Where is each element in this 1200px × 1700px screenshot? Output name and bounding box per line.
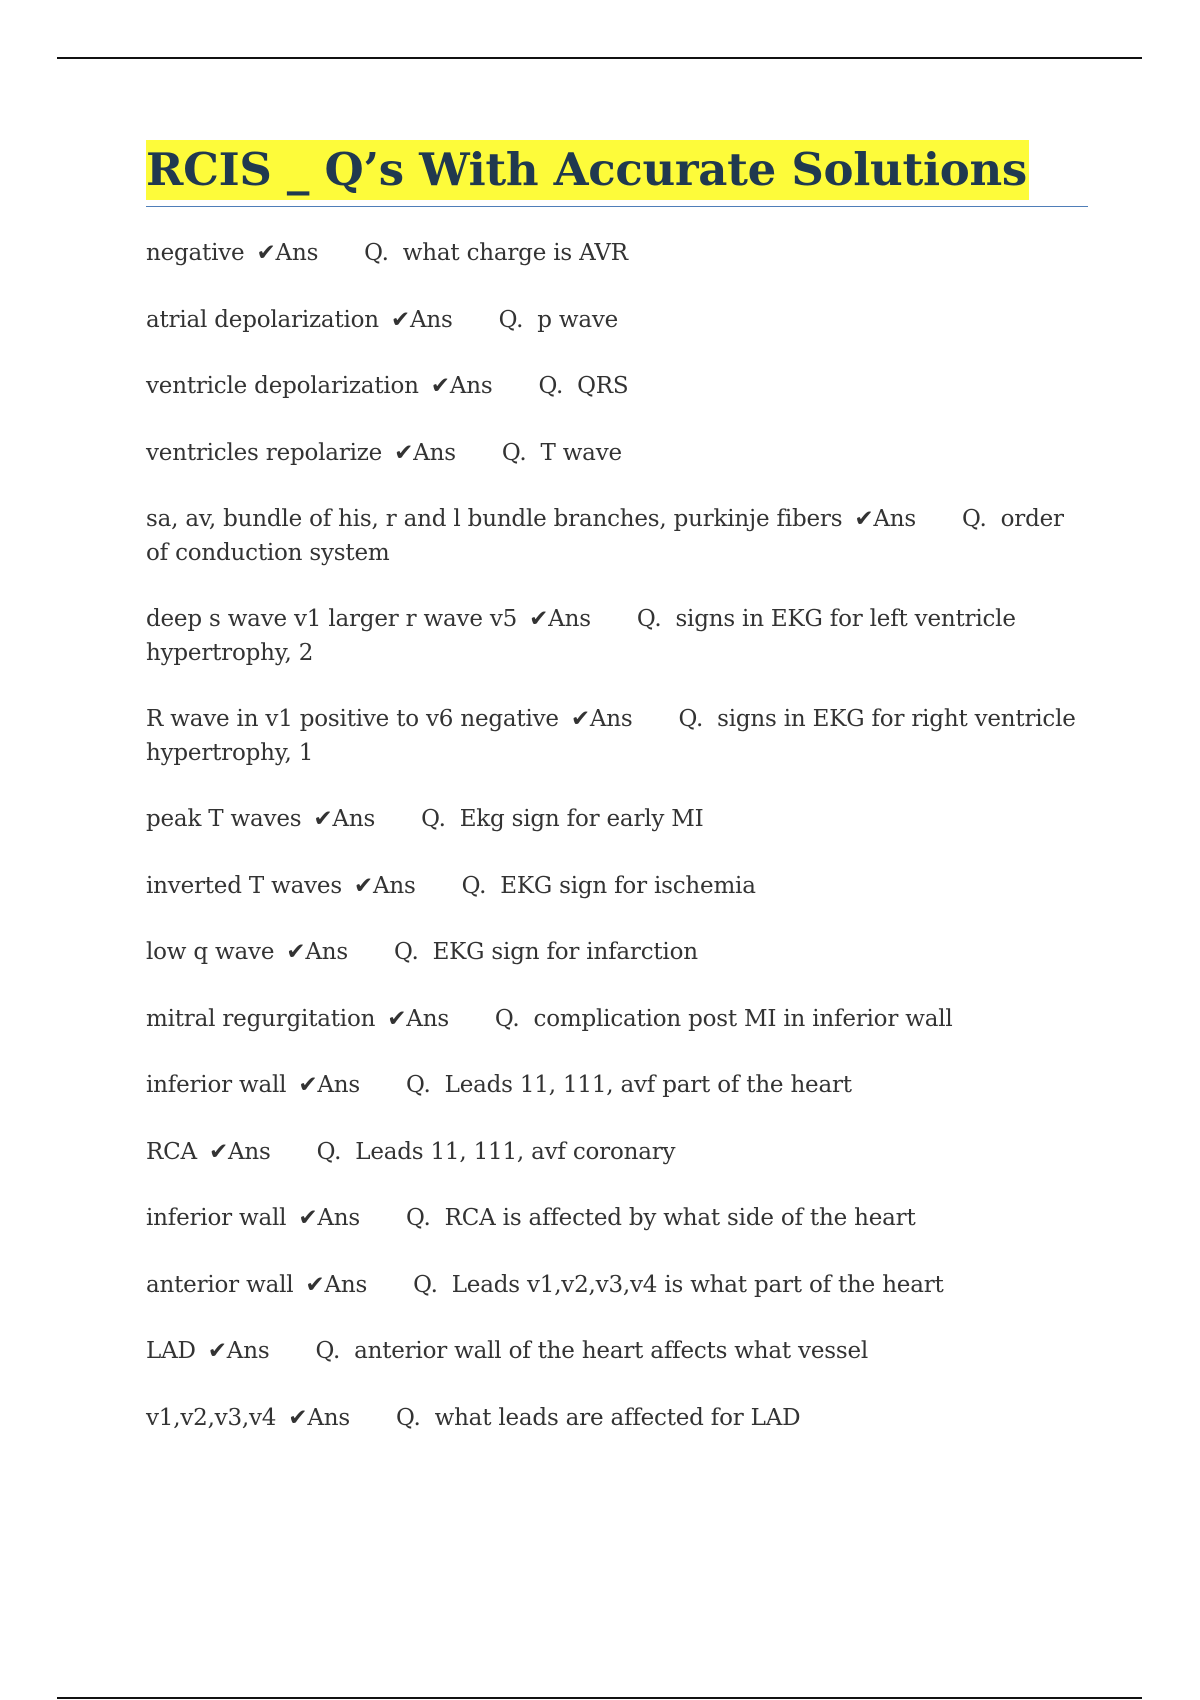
checkmark-ans-label: ✔Ans xyxy=(353,872,416,899)
answer-text: low q wave xyxy=(146,939,275,965)
question-label: Q. xyxy=(421,806,446,832)
question-label: Q. xyxy=(393,939,419,965)
qa-item xyxy=(146,703,1088,770)
checkmark-ans-label: ✔Ans xyxy=(394,439,456,466)
document-body xyxy=(146,140,1088,1468)
question-label: Q. xyxy=(538,373,564,399)
checkmark-ans-label: ✔Ans xyxy=(529,606,591,632)
checkmark-ans-label: ✔Ans xyxy=(390,306,453,333)
question-text: EKG sign for infarction xyxy=(432,939,698,965)
question-text: QRS xyxy=(577,373,629,399)
title-block xyxy=(146,140,1088,207)
answer-text: inferior wall xyxy=(146,1072,287,1098)
question-label: Q. xyxy=(316,1138,342,1165)
question-label: Q. xyxy=(962,506,987,532)
qa-item xyxy=(146,603,1088,670)
answer-text: v1,v2,v3,v4 xyxy=(146,1404,277,1431)
question-label: Q. xyxy=(413,1271,438,1298)
qa-item xyxy=(146,237,1088,271)
question-text: signs in EKG for left ventricle hypertrophy, 2 xyxy=(146,606,1016,666)
question-text: Ekg sign for early MI xyxy=(459,806,704,832)
top-page-rule xyxy=(57,57,1142,59)
question-text: Leads 11, 111, avf part of the heart xyxy=(444,1072,852,1098)
question-label: Q. xyxy=(461,872,487,899)
checkmark-ans-label: ✔Ans xyxy=(298,1205,361,1231)
checkmark-ans-label: ✔Ans xyxy=(387,1005,449,1032)
checkmark-ans-label: ✔Ans xyxy=(256,240,319,266)
qa-item xyxy=(146,1003,1088,1037)
checkmark-ans-label: ✔Ans xyxy=(570,706,633,732)
answer-text: inverted T waves xyxy=(146,872,342,899)
question-text: what leads are affected for LAD xyxy=(434,1404,801,1431)
answer-text: sa, av, bundle of his, r and l bundle branches, purkinje fibers xyxy=(146,506,843,532)
question-label: Q. xyxy=(406,1072,431,1098)
answer-text: anterior wall xyxy=(146,1271,294,1298)
question-text: signs in EKG for right ventricle hypertrophy, 1 xyxy=(146,706,1076,766)
question-text: order of conduction system xyxy=(146,506,1064,566)
question-text: Leads v1,v2,v3,v4 is what part of the heart xyxy=(451,1271,944,1298)
checkmark-ans-label: ✔Ans xyxy=(207,1338,270,1364)
question-text: RCA is affected by what side of the heart xyxy=(444,1205,916,1231)
answer-text: peak T waves xyxy=(146,806,302,832)
question-text: anterior wall of the heart affects what vessel xyxy=(354,1338,869,1364)
question-text: p wave xyxy=(537,306,619,333)
qa-item xyxy=(146,304,1088,338)
question-text: what charge is AVR xyxy=(402,240,628,266)
qa-item xyxy=(146,803,1088,837)
checkmark-ans-label: ✔Ans xyxy=(313,806,376,832)
qa-item xyxy=(146,503,1088,570)
qa-item xyxy=(146,437,1088,471)
qa-item xyxy=(146,870,1088,904)
answer-text: ventricles repolarize xyxy=(146,439,383,466)
question-label: Q. xyxy=(494,1005,520,1032)
qa-item xyxy=(146,1202,1088,1236)
question-label: Q. xyxy=(364,240,389,266)
question-label: Q. xyxy=(501,439,527,466)
qa-item xyxy=(146,370,1088,404)
question-label: Q. xyxy=(315,1338,341,1364)
question-text: complication post MI in inferior wall xyxy=(533,1005,953,1032)
checkmark-ans-label: ✔Ans xyxy=(288,1404,350,1431)
answer-text: RCA xyxy=(146,1138,197,1165)
qa-list xyxy=(146,237,1088,1435)
checkmark-ans-label: ✔Ans xyxy=(286,939,348,965)
question-text: Leads 11, 111, avf coronary xyxy=(355,1138,676,1165)
answer-text: deep s wave v1 larger r wave v5 xyxy=(146,606,518,632)
checkmark-ans-label: ✔Ans xyxy=(305,1271,368,1298)
question-label: Q. xyxy=(498,306,524,333)
document-title: RCIS _ Q’s With Accurate Solutions xyxy=(146,140,1029,200)
qa-item xyxy=(146,1069,1088,1103)
qa-item xyxy=(146,1136,1088,1170)
answer-text: ventricle depolarization xyxy=(146,373,419,399)
question-text: EKG sign for ischemia xyxy=(500,872,756,899)
answer-text: inferior wall xyxy=(146,1205,287,1231)
question-label: Q. xyxy=(678,706,704,732)
qa-item xyxy=(146,936,1088,970)
answer-text: R wave in v1 positive to v6 negative xyxy=(146,706,559,732)
checkmark-ans-label: ✔Ans xyxy=(298,1072,361,1098)
qa-item xyxy=(146,1269,1088,1303)
answer-text: atrial depolarization xyxy=(146,306,379,333)
question-label: Q. xyxy=(406,1205,431,1231)
question-label: Q. xyxy=(395,1404,421,1431)
answer-text: negative xyxy=(146,240,245,266)
checkmark-ans-label: ✔Ans xyxy=(430,373,493,399)
question-text: T wave xyxy=(540,439,622,466)
checkmark-ans-label: ✔Ans xyxy=(208,1138,271,1165)
answer-text: LAD xyxy=(146,1338,196,1364)
bottom-page-rule xyxy=(57,1697,1142,1699)
question-label: Q. xyxy=(636,606,662,632)
qa-item xyxy=(146,1335,1088,1369)
qa-item xyxy=(146,1402,1088,1436)
answer-text: mitral regurgitation xyxy=(146,1005,376,1032)
checkmark-ans-label: ✔Ans xyxy=(854,506,917,532)
